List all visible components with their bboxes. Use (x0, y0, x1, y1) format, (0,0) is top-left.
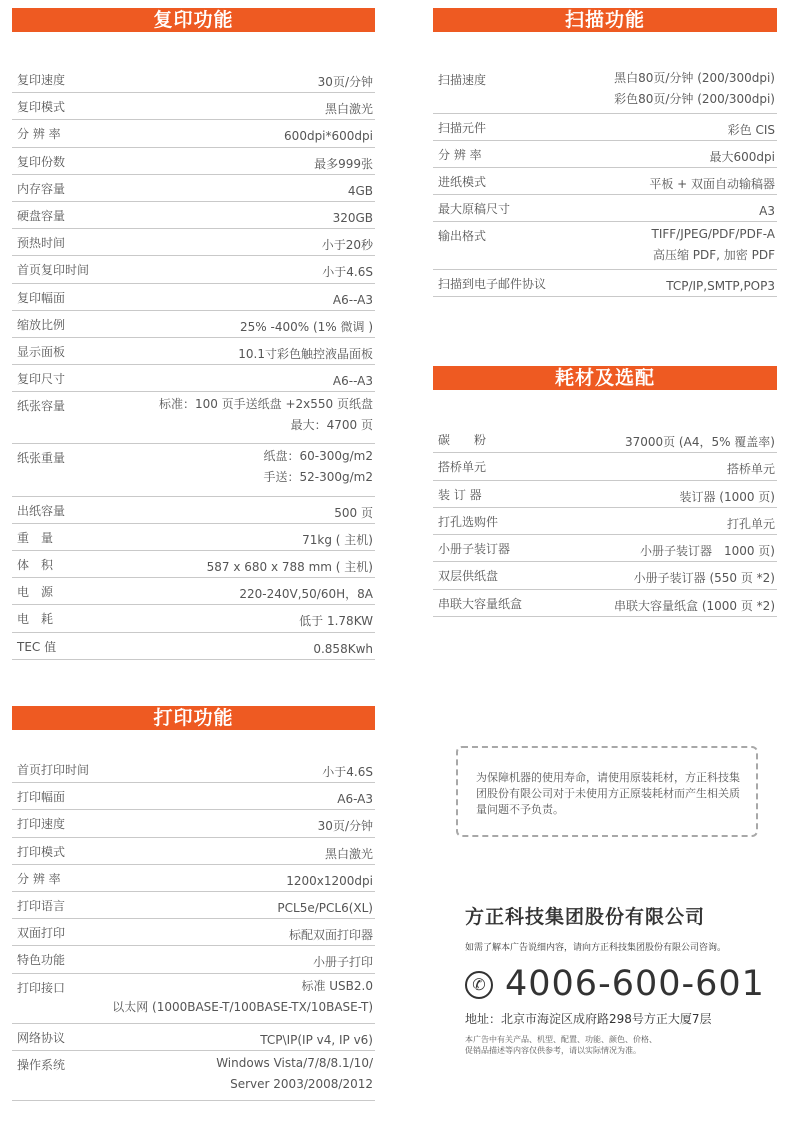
consumables-row-value-line: 串联大容量纸盒 (1000 页 *2) (614, 598, 775, 613)
print-row (12, 919, 375, 946)
copy-row-label: 显示面板 (17, 344, 66, 359)
print-row-value (260, 1030, 373, 1051)
copy-header: 复印功能 (12, 8, 375, 32)
copy-row (12, 338, 375, 365)
consumables-row-value-line: 打孔单元 (726, 516, 775, 531)
scan-row-value-line: 彩色80页/分钟 (200/300dpi) (614, 92, 775, 106)
copy-row-value-line: 小于4.6S (322, 265, 373, 280)
copy-row-value-line: 纸盘：60-300g/m2 (263, 449, 373, 464)
copy-row-value (159, 394, 373, 436)
copy-row-value-line: 600dpi*600dpi (284, 129, 373, 144)
copy-row-label: 分 辨 率 (17, 127, 61, 142)
copy-row-value-line: 4GB (347, 183, 373, 198)
print-row-value (112, 976, 373, 1018)
copy-row (12, 551, 375, 578)
consumables-row-label: 碳 粉 (438, 433, 487, 447)
copy-row-value-line: 500 页 (334, 505, 373, 520)
print-row-label: 打印模式 (17, 844, 66, 859)
copy-row-value (207, 557, 373, 578)
copy-row-value (302, 530, 373, 551)
copy-row-value (238, 344, 373, 365)
copy-row-value (325, 99, 373, 120)
scan-section (433, 8, 777, 293)
copy-spec-table (12, 66, 375, 660)
print-row-value (216, 1053, 373, 1095)
scan-spec-table (433, 66, 777, 297)
consult-note: 如需了解本广告说细内容，请向方正科技集团股份有限公司咨询。 (465, 943, 727, 953)
copy-row-label: 缩放比例 (17, 317, 66, 332)
copy-row-label: 复印速度 (17, 73, 66, 87)
print-row (12, 810, 375, 837)
consumables-row-value (614, 596, 775, 617)
print-section (12, 706, 375, 1091)
copy-row-value-line: 30页/分钟 (317, 75, 373, 89)
copy-row-value-line: 小于20秒 (321, 238, 373, 253)
print-row (12, 974, 375, 1024)
copy-row-label: 复印模式 (17, 100, 66, 115)
copy-row (12, 497, 375, 524)
print-row (12, 756, 375, 783)
scan-header: 扫描功能 (433, 8, 777, 32)
copy-row (12, 311, 375, 338)
notice-text: 为保障机器的使用寿命，请使用原装耗材，方正科技集团股份有限公司对于未使用方正原装耗材而产生相关质量问题不予负责。 (476, 771, 740, 816)
consumables-row-label: 串联大容量纸盒 (438, 596, 523, 611)
print-row-label: 双面打印 (17, 926, 66, 941)
consumables-row-value (634, 568, 775, 589)
copy-row-value-line: A6--A3 (332, 374, 373, 389)
scan-row-label: 输出格式 (438, 229, 487, 243)
copy-row (12, 93, 375, 120)
print-header: 打印功能 (12, 706, 375, 730)
copy-row-value (240, 317, 373, 338)
print-row-value-line: 小册子打印 (312, 955, 373, 970)
scan-row (433, 114, 777, 141)
copy-row-label: 出纸容量 (17, 503, 66, 518)
print-row-value-line: TCP\IP(IP v4, IP v6) (260, 1032, 373, 1047)
print-row-value-line: 标配双面打印器 (288, 928, 373, 943)
scan-row-value (614, 68, 775, 110)
print-row-label: 打印语言 (17, 898, 66, 913)
print-row-value-line: PCL5e/PCL6(XL) (277, 900, 373, 915)
print-row-value-line: 小于4.6S (322, 765, 373, 779)
scan-row-label: 扫描元件 (438, 121, 487, 135)
copy-row (12, 256, 375, 283)
copy-row (12, 284, 375, 311)
consumables-row-value-line: 小册子装订器 (550 页 *2) (633, 571, 775, 586)
copy-row (12, 633, 375, 660)
print-row (12, 1024, 375, 1051)
consumables-row-value (727, 514, 775, 535)
scan-row-label: 最大原稿尺寸 (438, 202, 511, 216)
copy-row-label: 内存容量 (17, 181, 66, 196)
print-row (12, 838, 375, 865)
copy-row-value (314, 154, 373, 175)
copy-row-value-line: A6--A3 (332, 292, 373, 307)
print-row-value (277, 898, 373, 919)
copy-row-label: 首页复印时间 (17, 263, 90, 278)
scan-row (433, 270, 777, 297)
consumables-row (433, 508, 777, 535)
copy-row-value-line: 低于 1.78KW (299, 614, 373, 629)
print-row-value-line: Windows Vista/7/8/8.1/10/ (216, 1055, 373, 1070)
copy-row (12, 120, 375, 147)
scan-row-value (728, 120, 775, 141)
disclaimer-line-2: 促销品描述等内容仅供参考，请以实际情况为准。 (465, 1046, 641, 1055)
copy-row-value (348, 181, 373, 202)
print-row-value-line: 以太网 (1000BASE-T/100BASE-TX/10BASE-T) (112, 999, 373, 1014)
copy-row (12, 66, 375, 93)
print-row-value (318, 816, 373, 837)
notice-box (456, 746, 758, 837)
copy-row-value-line: 587 x 680 x 788 mm ( 主机) (206, 560, 373, 574)
copy-row (12, 524, 375, 551)
consumables-row-label: 装 订 器 (438, 487, 482, 502)
scan-row (433, 222, 777, 270)
copy-row-value (322, 262, 373, 283)
copy-row (12, 202, 375, 229)
consumables-section (433, 366, 777, 613)
copy-row-value (239, 584, 373, 605)
copy-row-value-line: 最大：4700 页 (290, 418, 373, 433)
copy-row-value (284, 126, 373, 147)
copy-row-value (322, 235, 373, 256)
print-row-value (325, 844, 373, 865)
copy-row-label: 纸张容量 (17, 399, 66, 414)
consumables-row-value-line: 小册子装订器 1000 页) (639, 544, 775, 559)
print-row-label: 首页打印时间 (17, 763, 90, 777)
copy-row-label: 预热时间 (17, 236, 66, 251)
scan-row (433, 66, 777, 114)
consumables-row-label: 小册子装订器 (438, 542, 511, 557)
scan-row-label: 进纸模式 (438, 175, 487, 189)
copy-row-value (299, 611, 373, 632)
copy-row-value-line: 220-240V,50/60H，8A (239, 587, 373, 602)
copy-row-label: TEC 值 (17, 639, 57, 654)
consumables-row (433, 481, 777, 508)
print-row (12, 946, 375, 973)
consumables-row-label: 双层供纸盘 (438, 569, 499, 584)
copy-row-value (333, 208, 373, 229)
scan-row (433, 141, 777, 168)
scan-row-value-line: TIFF/JPEG/PDF/PDF-A (651, 227, 775, 241)
copy-row (12, 365, 375, 392)
consumables-row-value-line: 装订器 (1000 页) (679, 489, 775, 504)
copy-row (12, 392, 375, 444)
consumables-spec-table (433, 426, 777, 617)
copy-row (12, 444, 375, 496)
print-row-value-line: 1200x1200dpi (286, 873, 373, 888)
copy-row-label: 复印幅面 (17, 290, 66, 305)
scan-row-value-line: TCP/IP,SMTP,POP3 (666, 279, 775, 293)
copy-row-label: 重 量 (17, 530, 54, 545)
copy-row-value-line: 10.1寸彩色触控液晶面板 (238, 346, 373, 361)
print-spec-table (12, 756, 375, 1101)
scan-row-value-line: A3 (759, 204, 775, 218)
consumables-row (433, 590, 777, 617)
scan-row-value (666, 276, 775, 297)
print-row-value-line: Server 2003/2008/2012 (230, 1076, 373, 1091)
scan-row-value-line: 最大600dpi (709, 150, 775, 164)
print-row-label: 操作系统 (17, 1057, 66, 1072)
scan-row-value (652, 224, 776, 266)
copy-row-value (334, 503, 373, 524)
print-row (12, 892, 375, 919)
disclaimer-line-1: 本广告中有关产品、机型、配置、功能、颜色、价格、 (465, 1035, 657, 1044)
copy-section (12, 8, 375, 656)
print-row-value-line: 30页/分钟 (317, 819, 373, 834)
print-row-label: 打印速度 (17, 817, 66, 832)
copy-row-label: 复印份数 (17, 154, 66, 169)
consumables-row-label: 打孔选购件 (438, 514, 499, 529)
consumables-row (433, 453, 777, 480)
print-row-value (313, 952, 373, 973)
phone-number[interactable]: 4006-600-601 (505, 964, 765, 1004)
copy-row (12, 148, 375, 175)
scan-row-label: 扫描到电子邮件协议 (438, 277, 547, 291)
print-row-label: 特色功能 (17, 953, 66, 968)
print-row-label: 打印接口 (17, 980, 66, 995)
copy-row-value (318, 72, 373, 93)
consumables-row-label: 搭桥单元 (438, 460, 487, 475)
copy-row-value (333, 371, 373, 392)
copy-row-label: 纸张重量 (17, 451, 66, 466)
print-row (12, 865, 375, 892)
scan-row (433, 168, 777, 195)
copy-row-value-line: 手送：52-300g/m2 (263, 470, 373, 485)
copy-row-value-line: 0.858Kwh (313, 641, 373, 656)
scan-row-value-line: 黑白80页/分钟 (200/300dpi) (614, 71, 775, 85)
print-row-value (289, 925, 373, 946)
print-row-value-line: 标准 USB2.0 (301, 978, 373, 993)
scan-row-value (759, 201, 775, 222)
copy-row (12, 175, 375, 202)
copy-row-label: 体 积 (17, 558, 54, 572)
print-row-value-line: 黑白激光 (324, 846, 373, 861)
consumables-row-value (625, 432, 775, 453)
consumables-row-value (727, 459, 775, 480)
copy-row-label: 硬盘容量 (17, 208, 66, 223)
company-address: 地址：北京市海淀区成府路298号方正大厦7层 (465, 1012, 712, 1026)
consumables-row-value (679, 487, 775, 508)
consumables-row (433, 535, 777, 562)
scan-row-value-line: 高压缩 PDF, 加密 PDF (652, 248, 775, 262)
phone-icon: ✆ (465, 971, 493, 999)
print-row (12, 783, 375, 810)
copy-row-label: 电 耗 (17, 612, 54, 627)
consumables-row-value (640, 541, 775, 562)
copy-row-value (333, 290, 373, 311)
copy-row (12, 578, 375, 605)
copy-row-value (264, 446, 374, 488)
copy-row-value-line: 标准：100 页手送纸盘 +2x550 页纸盘 (158, 397, 373, 412)
scan-row-label: 分 辨 率 (438, 148, 482, 162)
copy-row-value-line: 71kg ( 主机) (302, 532, 373, 547)
copy-row-value (313, 639, 373, 660)
print-row-value (337, 789, 373, 810)
copy-row-value-line: 最多999张 (314, 156, 373, 171)
copy-row-value-line: 25% -400% (1% 微调 ) (240, 319, 373, 334)
scan-row-value-line: 平板 + 双面自动输稿器 (649, 177, 775, 191)
scan-row-label: 扫描速度 (438, 73, 487, 87)
copy-row (12, 229, 375, 256)
consumables-row-value-line: 37000页 (A4，5% 覆盖率) (624, 435, 775, 449)
copy-row-value-line: 320GB (332, 210, 373, 225)
company-name: 方正科技集团股份有限公司 (465, 906, 706, 928)
scan-row-value-line: 彩色 CIS (727, 123, 775, 137)
print-row-label: 打印幅面 (17, 790, 66, 805)
print-row-value-line: A6-A3 (337, 792, 373, 807)
scan-row (433, 195, 777, 222)
scan-row-value (710, 147, 775, 168)
print-row-label: 分 辨 率 (17, 871, 61, 886)
consumables-row (433, 426, 777, 453)
consumables-row (433, 562, 777, 589)
print-row-label: 网络协议 (17, 1030, 66, 1045)
consumables-row-value-line: 搭桥单元 (726, 462, 775, 477)
scan-row-value (649, 174, 775, 195)
copy-row-value-line: 黑白激光 (324, 102, 373, 117)
copy-row-label: 电 源 (17, 585, 54, 600)
print-row-value (286, 871, 373, 892)
print-row (12, 1051, 375, 1101)
disclaimer (465, 1034, 657, 1056)
print-row-value (322, 762, 373, 783)
consumables-header: 耗材及选配 (433, 366, 777, 390)
copy-row (12, 605, 375, 632)
copy-row-label: 复印尺寸 (17, 372, 66, 387)
